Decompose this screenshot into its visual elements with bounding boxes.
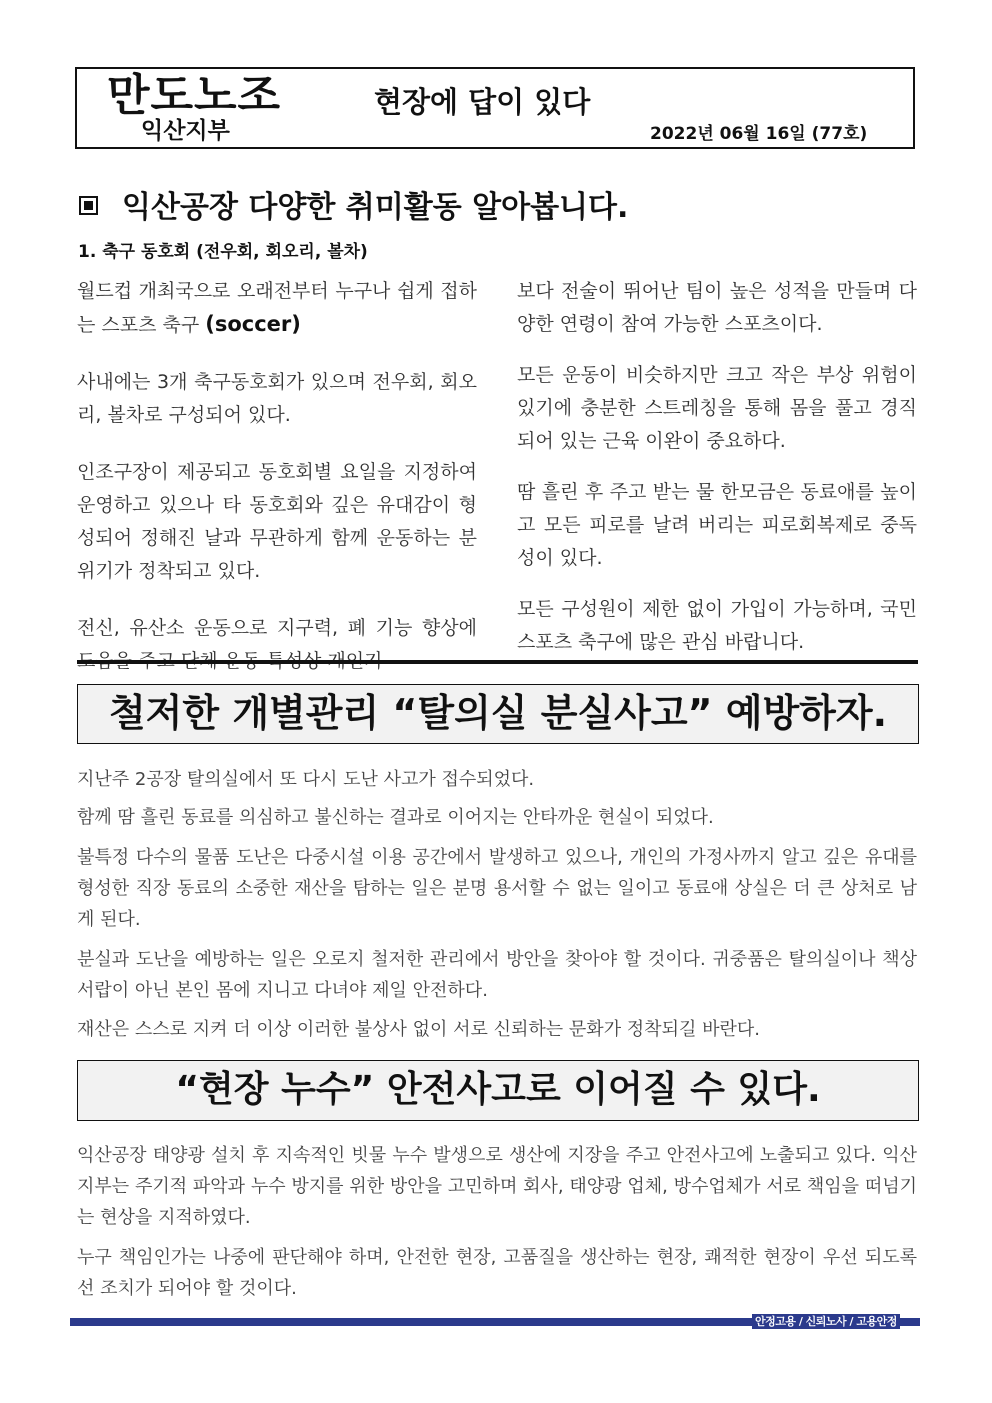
theft-paragraph-5: 재산은 스스로 지켜 더 이상 이러한 불상사 없이 서로 신뢰하는 문화가 정착되길 바란다. — [77, 1019, 760, 1040]
right-paragraph-2: 모든 운동이 비슷하지만 크고 작은 부상 위험이 있기에 충분한 스트레칭을 통해 몸을 풀고 경직되어 있는 근육 이완이 중요하다. — [517, 364, 917, 452]
left-paragraph-4: 전신, 유산소 운동으로 지구력, 폐 기능 향상에 — [77, 617, 477, 639]
right-paragraph-3: 땀 흘린 후 주고 받는 물 한모금은 동료애를 높이고 모든 피로를 날려 버리는 피로회복제로 중독성이 있다. — [517, 481, 917, 569]
branch-name: 익산지부 — [141, 118, 230, 144]
theft-paragraph-3: 불특정 다수의 물품 도난은 다중시설 이용 공간에서 발생하고 있으나, 개인의 가정사까지 알고 깊은 유대를 형성한 직장 동료의 소중한 재산을 탐하는 일은 분명 용서할 수 없는 일이고 동료애 상실은 더 큰 상처로 남게 된다. — [77, 847, 917, 930]
theft-paragraph-1: 지난주 2공장 탈의실에서 또 다시 도난 사고가 접수되었다. — [77, 769, 535, 790]
right-paragraph-4: 모든 구성원이 제한 없이 가입이 가능하며, 국민 스포츠 축구에 많은 관심 바랍니다. — [517, 598, 917, 653]
square-bullet-icon — [79, 196, 98, 215]
left-paragraph-3: 인조구장이 제공되고 동호회별 요일을 지정하여 운영하고 있으나 타 동호회와 깊은 유대감이 형성되어 정해진 날과 무관하게 함께 운동하는 분위기가 정착되고 있다. — [77, 461, 477, 582]
heading-box-site-leak: “현장 누수” 안전사고로 이어질 수 있다. — [77, 1060, 919, 1121]
leak-paragraph-2: 누구 책임인가는 나중에 판단해야 하며, 안전한 현장, 고품질을 생산하는 현장, 쾌적한 현장이 우선 되도록 선 조치가 되어야 할 것이다. — [77, 1247, 917, 1299]
left-paragraph-2: 사내에는 3개 축구동호회가 있으며 전우회, 회오리, 볼차로 구성되어 있다. — [77, 371, 477, 426]
heading-box-locker-theft: 철저한 개별관리 “탈의실 분실사고” 예방하자. — [77, 684, 919, 744]
section-title-text: 익산공장 다양한 취미활동 알아봅니다. — [122, 190, 629, 225]
right-column — [517, 275, 917, 659]
right-paragraph-1: 보다 전술이 뛰어난 팀이 높은 성적을 만들며 다양한 연령이 참여 가능한 스포츠이다. — [517, 280, 917, 335]
theft-paragraph-2: 함께 땀 흘린 동료를 의심하고 불신하는 결과로 이어지는 안타까운 현실이 되었다. — [77, 807, 714, 828]
union-name: 만도노조 — [107, 70, 282, 121]
leak-paragraph-1: 익산공장 태양광 설치 후 지속적인 빗물 누수 발생으로 생산에 지장을 주고 안전사고에 노출되고 있다. 익산지부는 주기적 파악과 누수 방지를 위한 방안을 고민하며 회사, 태양광 업체, 방수업체가 서로 책임을 떠넘기는 현상을 지적하였다. — [77, 1145, 917, 1228]
theft-paragraph-4: 분실과 도난을 예방하는 일은 오로지 철저한 관리에서 방안을 찾아야 할 것이다. 귀중품은 탈의실이나 책상 서랍이 아닌 본인 몸에 지니고 다녀야 제일 안전하다. — [77, 949, 917, 1001]
section-title-hobbies — [75, 188, 628, 228]
newsletter-slogan: 현장에 답이 있다 — [374, 85, 591, 119]
issue-date: 2022년 06월 16일 (77호) — [650, 124, 868, 144]
section-divider — [77, 660, 918, 664]
footer-label: 안정고용 / 신뢰노사 / 고용안정 — [752, 1314, 900, 1329]
left-paragraph-1: 월드컵 개최국으로 오래전부터 누구나 쉽게 접하는 스포츠 축구 (soccer) — [77, 280, 477, 336]
club-subheading: 1. 축구 동호회 (전우회, 회오리, 볼차) — [78, 242, 368, 262]
soccer-term: (soccer) — [205, 312, 301, 336]
left-column — [77, 275, 477, 678]
